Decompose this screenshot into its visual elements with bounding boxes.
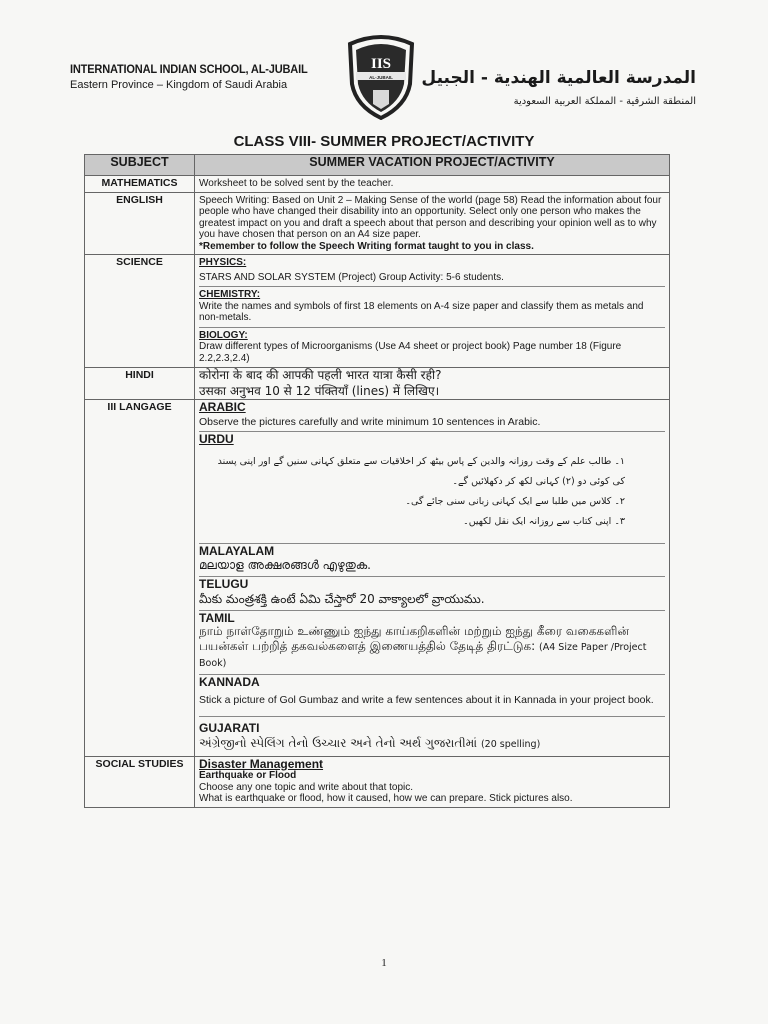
activity-science: [195, 255, 670, 368]
table-row-mathematics: [85, 176, 670, 193]
subject-social-studies: SOCIAL STUDIES: [85, 756, 195, 807]
telugu-heading: TELUGU: [199, 577, 249, 591]
lang-urdu: [199, 432, 665, 544]
chemistry-heading: CHEMISTRY:: [199, 289, 261, 300]
school-name-arabic: المدرسة العالمية الهندية - الجبيل: [421, 68, 696, 88]
hindi-line-2: उसका अनुभव 10 से 12 पंक्तियाँ (lines) में लिखिए।: [199, 383, 440, 398]
activity-hindi: [195, 368, 670, 400]
table-row-science: [85, 255, 670, 368]
social-line-1: Choose any one topic and write about that topic.: [199, 781, 414, 793]
page-title: CLASS VIII- SUMMER PROJECT/ACTIVITY: [233, 133, 535, 150]
table-header-row: [85, 155, 670, 176]
social-heading: Disaster Management: [199, 756, 324, 771]
kannada-heading: KANNADA: [199, 675, 260, 689]
urdu-text: [199, 446, 665, 540]
column-header-subject: SUBJECT: [85, 155, 195, 176]
table-row-hindi: [85, 368, 670, 400]
physics-text: STARS AND SOLAR SYSTEM (Project) Group Activity: 5-6 students.: [199, 271, 504, 283]
table-row-english: [85, 192, 670, 255]
urdu-line-2: ۲۔ کلاس میں طلبا سے ایک کہانی زبانی سنی جائے گی۔: [405, 495, 625, 507]
telugu-text: మీకు మంత్రశక్తి ఉంటే ఏమి చేస్తారో 20 వాక్యాలలో వ్రాయుము.: [199, 591, 485, 606]
subject-science: SCIENCE: [85, 255, 195, 368]
physics-heading: PHYSICS:: [199, 257, 247, 268]
subject-hindi: HINDI: [85, 368, 195, 400]
page-number: 1: [381, 957, 387, 969]
english-task: Speech Writing: Based on Unit 2 – Making Sense of the world (page 58) Read the information about four people who have changed their disability into an opportunity. Select only one person who makes the greatest impact on you and draft a speech about that person and describing your opinion well as to why you have chosen that person on an A4 size paper.: [199, 194, 662, 240]
tamil-text: [199, 624, 665, 671]
letterhead: [0, 30, 768, 130]
column-header-activity: SUMMER VACATION PROJECT/ACTIVITY: [195, 155, 670, 176]
social-subheading: Earthquake or Flood: [199, 770, 297, 781]
biology-heading: BIOLOGY:: [199, 329, 248, 341]
arabic-heading: ARABIC: [199, 400, 246, 414]
hindi-line-1: कोरोना के बाद की आपकी पहली भारत यात्रा कैसी रही?: [199, 368, 442, 382]
science-chemistry: [199, 287, 665, 328]
lang-telugu: [199, 577, 665, 611]
social-line-2: What is earthquake or flood, how it caused, how we can prepare. Stick pictures also.: [199, 793, 573, 804]
project-table: [84, 154, 670, 808]
school-info-arabic: [421, 68, 696, 107]
arabic-text: Observe the pictures carefully and write minimum 10 sentences in Arabic.: [199, 415, 541, 428]
subject-english: ENGLISH: [85, 192, 195, 255]
science-biology: [199, 328, 665, 368]
school-location: Eastern Province – Kingdom of Saudi Arabia: [70, 79, 288, 91]
lang-arabic: [199, 400, 665, 432]
malayalam-heading: MALAYALAM: [199, 543, 275, 558]
gujarati-note: (20 spelling): [480, 738, 541, 750]
tamil-task: நாம் நாள்தோறும் உண்ணும் ஐந்து காய்கறிகளின் மற்றும் ஐந்து கீரை வகைகளின் பயன்கள் பற்றித் தகவல்களைத் இணையத்தில் தேடித் திரட்டுக:: [199, 624, 630, 653]
school-name: INTERNATIONAL INDIAN SCHOOL, AL-JUBAIL: [70, 62, 308, 76]
table-row-social-studies: [85, 756, 670, 807]
school-info-english: [70, 62, 328, 91]
malayalam-text: മലയാള അക്ഷരങ്ങൾ എഴുതുക.: [199, 558, 371, 572]
biology-text: Draw different types of Microorganisms (Use A4 sheet or project book) Page number 18 (Figure 2.2,2.3,2.4): [199, 341, 622, 364]
urdu-line-1: ۱۔ طالب علم کے وقت روزانہ والدین کے پاس بیٹھ کر اخلاقیات سے متعلق کہانی سنیں گے اور اپنی پسند کی کوئی دو (۲) کہانی لکھ کر دکھلائیں گے۔: [217, 455, 625, 487]
lang-kannada: [199, 675, 665, 717]
school-crest-icon: [340, 32, 422, 120]
chemistry-text: Write the names and symbols of first 18 elements on A-4 size paper and classify them as metals and non-metals.: [199, 300, 644, 323]
school-location-arabic: المنطقة الشرقية - المملكة العربية السعودية: [513, 96, 696, 107]
tamil-note: (A4 Size Paper /Project Book): [199, 642, 647, 669]
urdu-heading: URDU: [199, 432, 234, 446]
lang-tamil: [199, 611, 665, 676]
science-physics: [199, 255, 665, 287]
kannada-text: Stick a picture of Gol Gumbaz and write a few sentences about it in Kannada in your project book.: [199, 693, 654, 706]
gujarati-task: અંગ્રેજીનો સ્પેલિંગ તેનો ઉચ્ચાર અને તેનો અર્થ ગુજરાતીમાં: [199, 735, 478, 750]
urdu-line-3: ۳۔ اپنی کتاب سے روزانہ ایک نقل لکھیں۔: [463, 515, 625, 527]
lang-malayalam: [199, 544, 665, 578]
lang-gujarati: [199, 717, 665, 756]
activity-english: [195, 192, 670, 255]
gujarati-text: [199, 735, 665, 753]
svg-text:AL-JUBAIL: AL-JUBAIL: [369, 75, 393, 80]
subject-third-language: III LANGAGE: [85, 400, 195, 757]
english-note: *Remember to follow the Speech Writing format taught to you in class.: [199, 240, 534, 252]
activity-languages: [195, 400, 670, 757]
table-row-languages: [85, 400, 670, 757]
gujarati-heading: GUJARATI: [199, 721, 260, 735]
subject-mathematics: MATHEMATICS: [85, 176, 195, 193]
activity-social-studies: [195, 756, 670, 807]
svg-text:IIS: IIS: [370, 56, 392, 72]
tamil-heading: TAMIL: [199, 610, 235, 625]
activity-mathematics: Worksheet to be solved sent by the teacher.: [195, 176, 670, 193]
